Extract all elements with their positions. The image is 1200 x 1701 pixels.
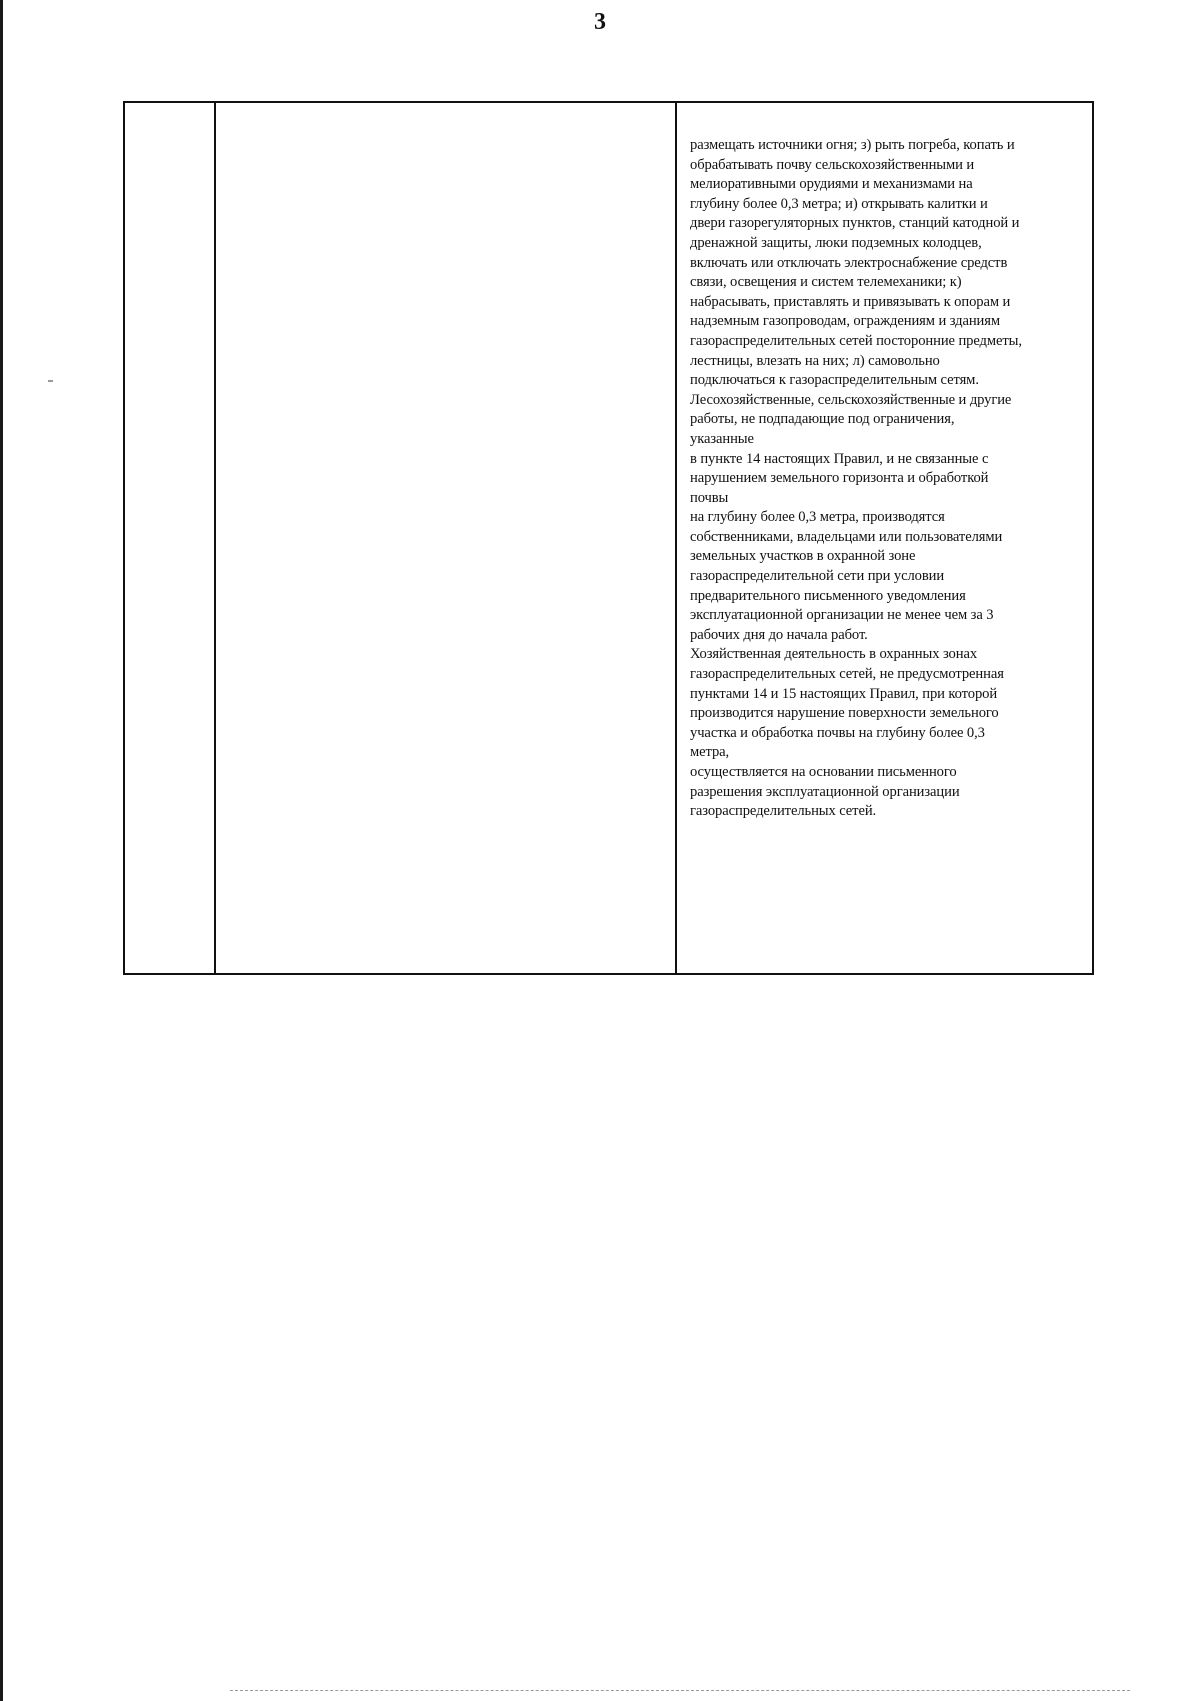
- text-line: разрешения эксплуатационной организации: [690, 783, 960, 800]
- text-line: осуществляется на основании письменного: [690, 764, 957, 780]
- document-table: [123, 101, 1094, 975]
- text-line: мелиоративными орудиями и механизмами на: [690, 176, 973, 193]
- text-line: газораспределительной сети при условии: [690, 568, 945, 585]
- text-line: в пункте 14 настоящих Правил, и не связанные с: [690, 450, 989, 467]
- table-column-divider-2: [675, 103, 677, 973]
- text-line: пунктами 14 и 15 настоящих Правил, при которой: [690, 685, 998, 702]
- text-line: Хозяйственная деятельность в охранных зонах: [690, 646, 978, 663]
- text-line: метра,: [690, 744, 730, 761]
- text-line: почвы: [690, 489, 729, 506]
- page-number: 3: [594, 9, 606, 35]
- text-line: эксплуатационной организации не менее чем за 3: [690, 607, 994, 624]
- table-column-divider-1: [214, 103, 216, 973]
- table-cell-text: [690, 136, 1090, 822]
- scan-bottom-line: [230, 1690, 1130, 1691]
- text-line: дренажной защиты, люки подземных колодцев,: [690, 234, 982, 251]
- text-line: лестницы, влезать на них; л) самовольно: [690, 352, 940, 369]
- text-line: Лесохозяйственные, сельскохозяйственные и другие: [690, 391, 1012, 408]
- scan-left-edge: [0, 0, 3, 1701]
- text-line: указанные: [690, 430, 754, 447]
- text-line: газораспределительных сетей посторонние предметы,: [690, 332, 1022, 349]
- text-line: газораспределительных сетей.: [690, 803, 877, 820]
- text-line: собственниками, владельцами или пользователями: [690, 528, 1003, 545]
- text-line: газораспределительных сетей, не предусмотренная: [690, 666, 1004, 683]
- text-line: предварительного письменного уведомления: [690, 587, 966, 604]
- text-line: размещать источники огня; з) рыть погреба, копать и: [690, 137, 1015, 153]
- text-line: включать или отключать электроснабжение средств: [690, 254, 1008, 271]
- text-line: надземным газопроводам, ограждениям и зданиям: [690, 313, 1000, 330]
- text-line: связи, освещения и систем телемеханики; к): [690, 274, 962, 291]
- text-line: производится нарушение поверхности земельного: [690, 705, 999, 722]
- text-line: рабочих дня до начала работ.: [690, 626, 868, 643]
- scan-speck: [48, 380, 53, 382]
- text-line: двери газорегуляторных пунктов, станций катодной и: [690, 215, 1020, 232]
- text-line: обрабатывать почву сельскохозяйственными и: [690, 156, 975, 173]
- text-line: участка и обработка почвы на глубину более 0,3: [690, 724, 985, 741]
- text-line: работы, не подпадающие под ограничения,: [690, 411, 955, 428]
- text-line: подключаться к газораспределительным сетям.: [690, 372, 979, 389]
- text-line: на глубину более 0,3 метра, производятся: [690, 509, 945, 526]
- text-line: набрасывать, приставлять и привязывать к опорам и: [690, 293, 1011, 310]
- text-line: глубину более 0,3 метра; и) открывать калитки и: [690, 195, 988, 212]
- text-line: земельных участков в охранной зоне: [690, 548, 916, 565]
- text-line: нарушением земельного горизонта и обработкой: [690, 470, 989, 487]
